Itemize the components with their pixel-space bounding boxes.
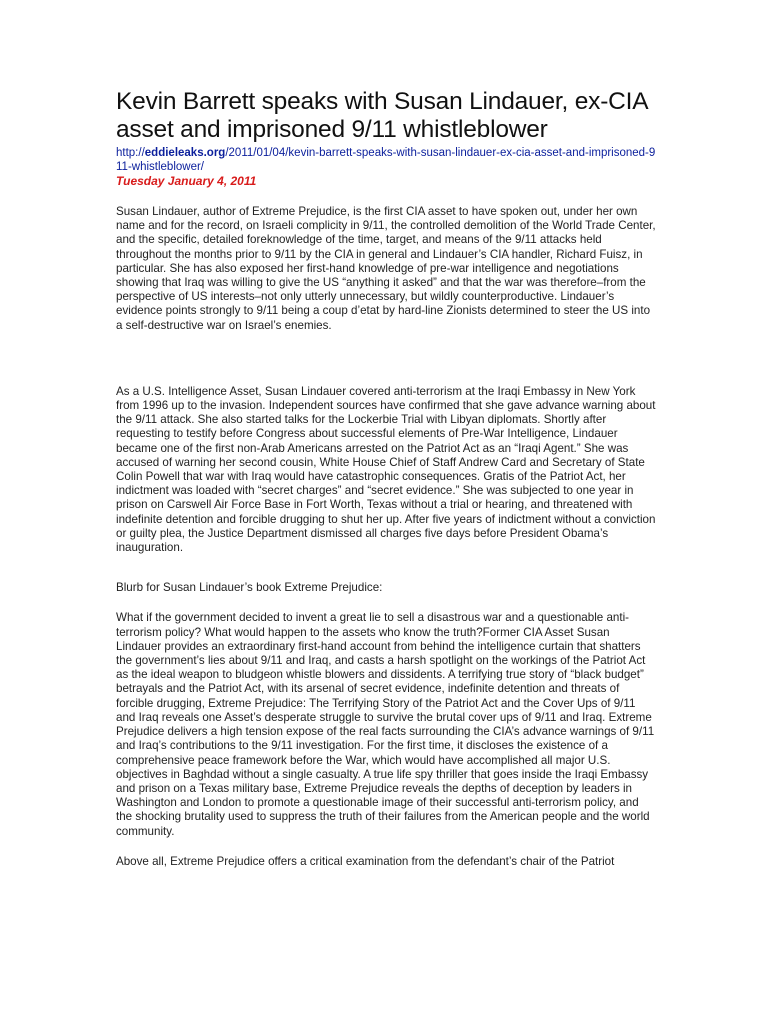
spacer [116,595,656,611]
article [116,88,656,869]
paragraph-blurb: What if the government decided to invent a great lie to sell a disastrous war and a questionable anti-terrorism policy? What would happen to the assets who know the truth?Former CIA Asset Susan Lindauer provides an extraordinary first-hand account from behind the intelligence curtain that shatters the government’s lies about 9/11 and Iraq, and casts a harsh spotlight on the workings of the Patriot Act as the ideal weapon to bludgeon whistle blowers and dissidents. A terrifying true story of “black budget” betrayals and the Patriot Act, with its arsenal of secret evidence, indefinite detention and threats of forcible drugging, Extreme Prejudice: The Terrifying Story of the Patriot Act and the Cover Ups of 9/11 and Iraq reveals one Asset’s desperate struggle to survive the brutal cover ups of 9/11 and Iraq. Extreme Prejudice delivers a high tension expose of the real facts surrounding the CIA’s advance warnings of 9/11 and Iraq’s contributions to the 9/11 investigation. For the first time, it discloses the existence of a comprehensive peace framework before the War, which would have accomplished all major U.S. objectives in Baghdad without a single casualty. A true life spy thriller that goes inside the Iraqi Embassy and prison on a Texas military base, Extreme Prejudice reveals the depths of deception by leaders in Washington and London to promote a questionable image of their successful anti-terrorism policy, and the shocking brutality used to suppress the truth of their failures from the American people and the world community. [116,611,655,838]
source-link-domain: eddieleaks.org [144,147,226,159]
source-link-prefix: http:// [116,147,145,159]
source-link-path: /2011/01/04/kevin-barrett-speaks-with-susan-lindauer-ex-cia-asset-and-imprisoned-911-whistleblower/ [116,147,656,173]
publication-date: Tuesday January 4, 2011 [116,174,257,188]
article-title: Kevin Barrett speaks with Susan Lindauer, ex-CIA asset and imprisoned 9/11 whistleblower [116,88,648,143]
paragraph-intro: Susan Lindauer, author of Extreme Prejudice, is the first CIA asset to have spoken out, under her own name and for the record, on Israeli complicity in 9/11, the controlled demolition of the World Trade Center, and the specific, detailed foreknowledge of the time, target, and means of the 9/11 attacks held throughout the months prior to 9/11 by the CIA in general and Lindauer’s CIA handler, Richard Fuisz, in particular. She has also exposed her first-hand knowledge of pre-war intelligence and negotiations showing that Iraq was willing to give the US “anything it asked” and that the war was therefore–from the perspective of US interests–not only utterly unnecessary, but wildly counterproductive. Lindauer’s evidence points strongly to 9/11 being a coup d’etat by hard-line Zionists determined to steer the US into a self-destructive war on Israel’s enemies. [116,205,656,332]
paragraph-conclusion: Above all, Extreme Prejudice offers a critical examination from the defendant’s chair of the Patriot [116,854,615,868]
paragraph-blurb-heading: Blurb for Susan Lindauer’s book Extreme Prejudice: [116,581,383,595]
spacer [116,189,656,205]
spacer [116,333,656,385]
paragraph-background: As a U.S. Intelligence Asset, Susan Lindauer covered anti-terrorism at the Iraqi Embassy in New York from 1996 up to the invasion. Independent sources have confirmed that she gave advance warning about the 9/11 attack. She also started talks for the Lockerbie Trial with Libyan diplomats. Shortly after requesting to testify before Congress about successful elements of Pre-War Intelligence, Lindauer became one of the first non-Arab Americans arrested on the Patriot Act as an “Iraqi Agent.” She was accused of warning her second cousin, White House Chief of Staff Andrew Card and Secretary of State Colin Powell that war with Iraq would have catastrophic consequences. Gratis of the Patriot Act, her indictment was loaded with “secret charges” and “secret evidence.” She was subjected to one year in prison on Carswell Air Force Base in Fort Worth, Texas without a trial or hearing, and threatened with indefinite detention and forcible drugging to shut her up. After five years of indictment without a conviction or guilty plea, the Justice Department dismissed all charges five days before President Obama’s inauguration. [116,384,656,555]
spacer [116,555,656,581]
source-link[interactable] [116,146,656,174]
spacer [116,839,656,855]
